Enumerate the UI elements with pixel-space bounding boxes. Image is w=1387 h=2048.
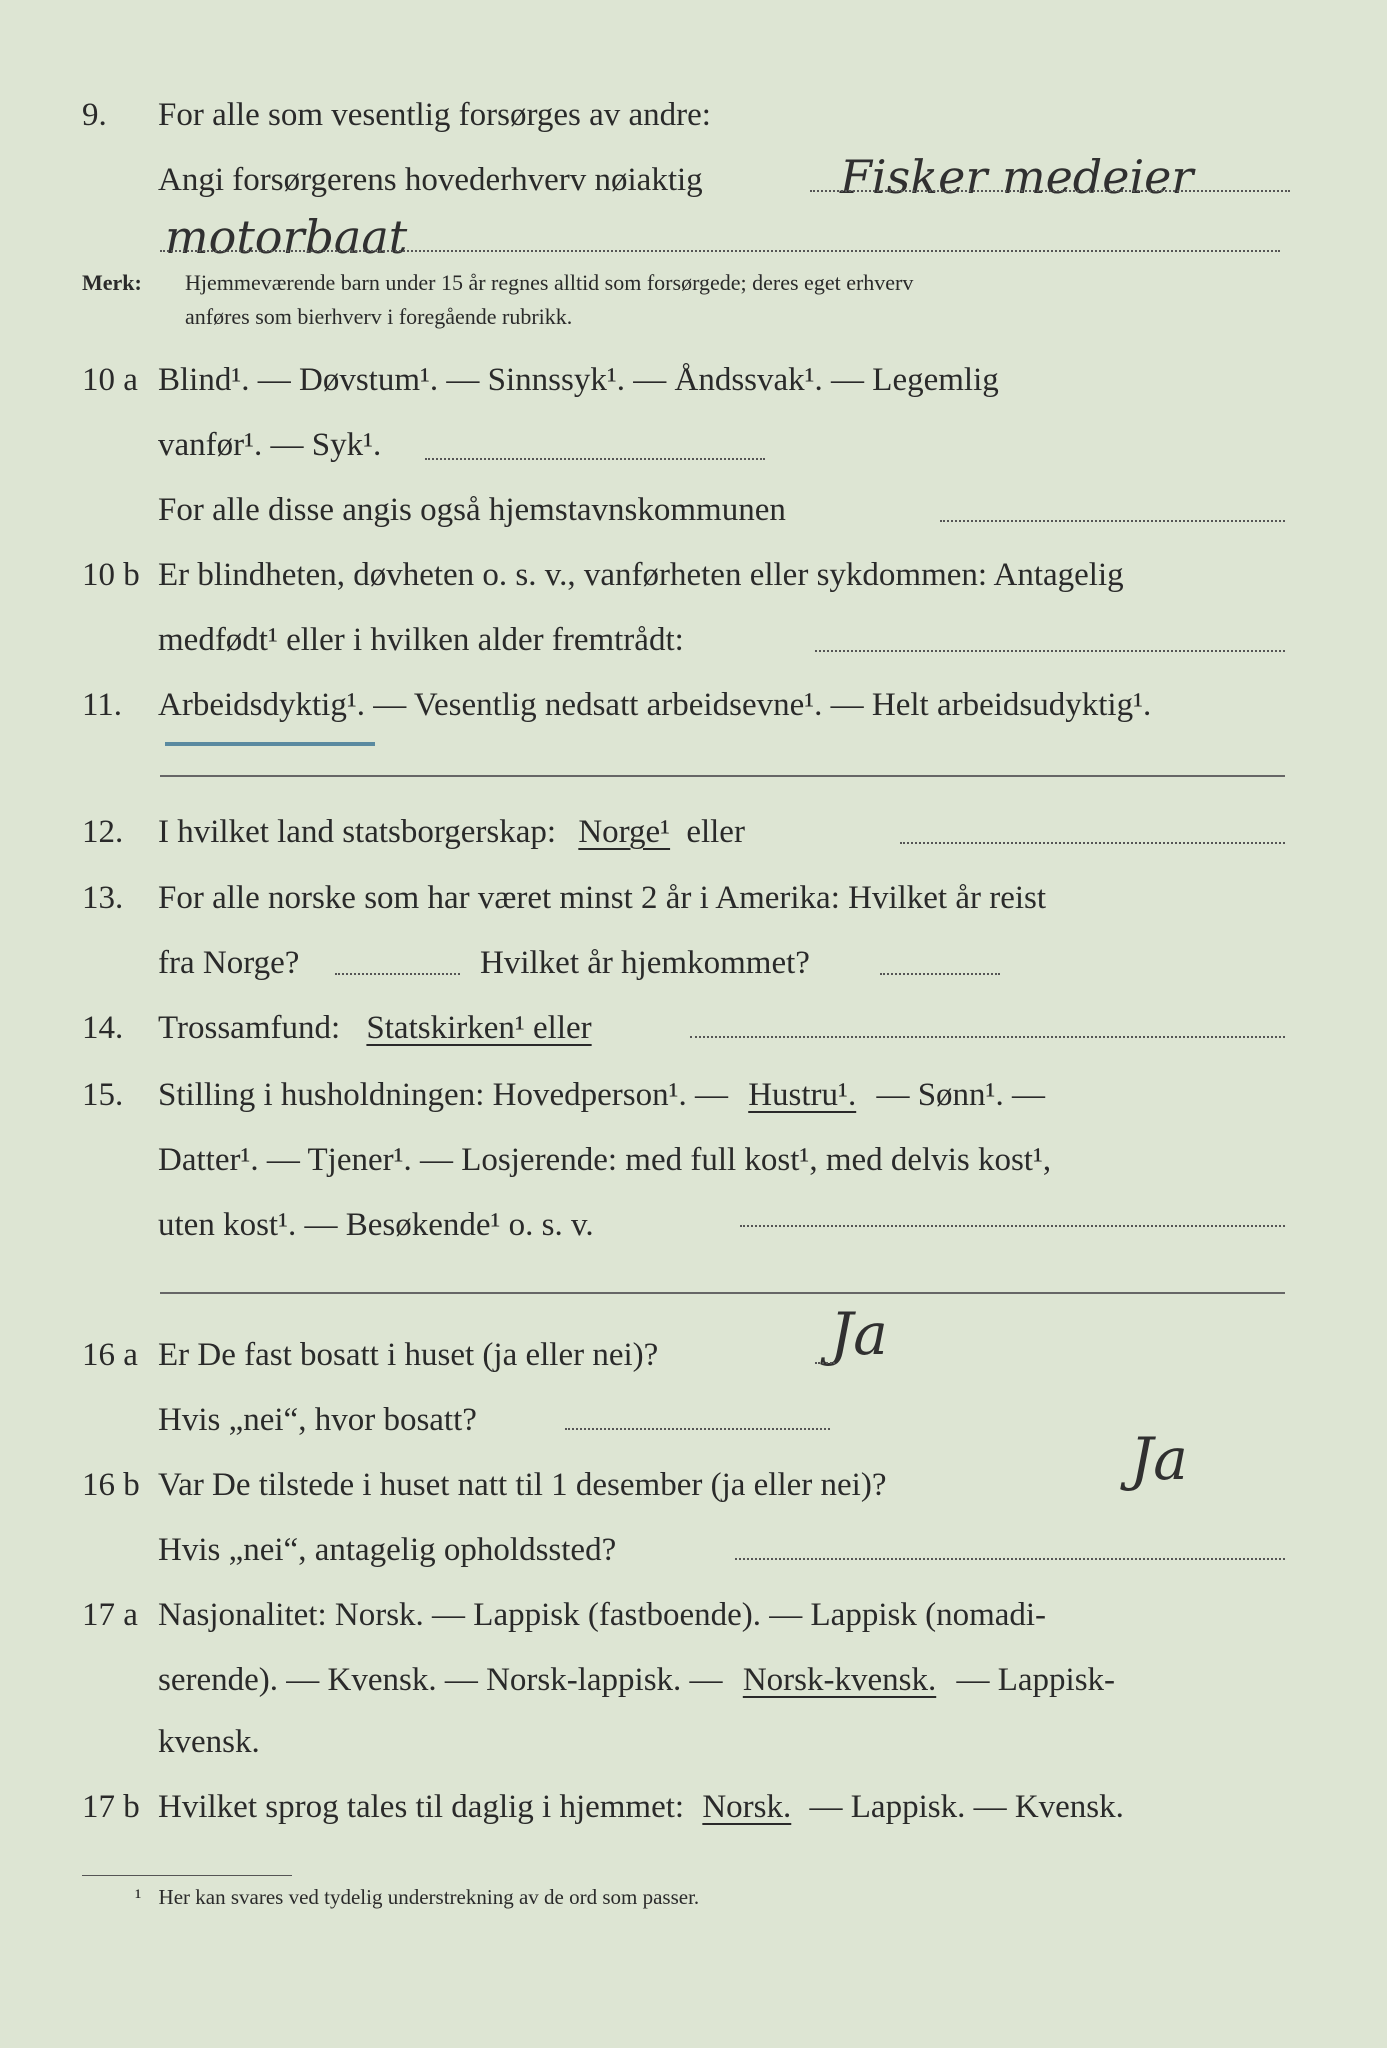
q17a-text3: kvensk.: [158, 1724, 260, 1760]
q12-number: 12.: [82, 814, 124, 850]
q17b-norsk-underlined: Norsk.: [702, 1789, 792, 1825]
q16a-text2: Hvis „nei“, hvor bosatt?: [158, 1402, 477, 1438]
q17a-norsk-kvensk-underlined: Norsk-kvensk.: [742, 1662, 937, 1698]
q12-text: I hvilket land statsborgerskap:: [158, 814, 557, 850]
q14-number: 14.: [82, 1010, 124, 1046]
q10b-answer-line: [815, 650, 1285, 652]
q16a-number: 16 a: [82, 1337, 138, 1373]
q16b-handwritten-answer: Ja: [1130, 1425, 1188, 1493]
q12-norge-underlined: Norge¹: [578, 814, 671, 850]
q10a-text2: vanfør¹. — Syk¹.: [158, 427, 382, 463]
q14-answer-line: [690, 1036, 1285, 1038]
q16a-handwritten-answer: Ja: [830, 1300, 888, 1368]
q13-year-left-line: [335, 973, 460, 975]
q13-number: 13.: [82, 880, 124, 916]
q10a-text3: For alle disse angis også hjemstavnskommunen: [158, 492, 786, 528]
q15-text1c: — Sønn¹. —: [876, 1077, 1045, 1113]
q13-text2b: Hvilket år hjemkommet?: [480, 945, 810, 981]
q9-text1: For alle som vesentlig forsørges av andre:: [158, 97, 711, 133]
q17a-text1: Nasjonalitet: Norsk. — Lappisk (fastboende). — Lappisk (nomadi-: [158, 1597, 1047, 1633]
q16b-text1: Var De tilstede i huset natt til 1 desember (ja eller nei)?: [158, 1467, 887, 1503]
footnote: [135, 1885, 699, 1910]
q10a-home-line: [940, 520, 1285, 522]
q11-blue-underline: [165, 742, 375, 746]
q17a-text2c: — Lappisk-: [956, 1662, 1116, 1698]
q11-text: Arbeidsdyktig¹. — Vesentlig nedsatt arbeidsevne¹. — Helt arbeidsudyktig¹.: [158, 687, 1152, 723]
q14-value-underlined: Statskirken¹ eller: [366, 1010, 592, 1046]
q15-text1a: Stilling i husholdningen: Hovedperson¹. —: [158, 1077, 728, 1113]
footnote-rule: [82, 1875, 292, 1876]
q15-hustru-underlined: Hustru¹.: [748, 1077, 857, 1113]
q17a-text2a: serende). — Kvensk. — Norsk-lappisk. —: [158, 1662, 723, 1698]
merk-text2: anføres som bierhverv i foregående rubrikk.: [185, 304, 573, 329]
q15-answer-line: [740, 1225, 1285, 1227]
footnote-text: Her kan svares ved tydelig understrekning av de ord som passer.: [158, 1885, 700, 1909]
q10b-text1: Er blindheten, døvheten o. s. v., vanførheten eller sykdommen: Antagelig: [158, 557, 1124, 593]
q16b-text2: Hvis „nei“, antagelig opholdssted?: [158, 1532, 617, 1568]
q15-text3: uten kost¹. — Besøkende¹ o. s. v.: [158, 1207, 594, 1243]
q9-handwritten-answer1: Fisker medeier: [840, 150, 1194, 204]
q13-text2a: fra Norge?: [158, 945, 300, 981]
q16b-number: 16 b: [82, 1467, 140, 1503]
q10a-number: 10 a: [82, 362, 138, 398]
q10b-number: 10 b: [82, 557, 140, 593]
q16b-location-line: [735, 1558, 1285, 1560]
q9-number: 9.: [82, 97, 107, 133]
merk-label: Merk:: [82, 270, 142, 295]
q15-number: 15.: [82, 1077, 124, 1113]
q17b-text1a: Hvilket sprog tales til daglig i hjemmet:: [158, 1789, 685, 1825]
q9-handwritten-answer2: motorbaat: [165, 210, 408, 264]
q10a-answer-line: [425, 458, 765, 460]
footnote-mark: ¹: [135, 1885, 142, 1909]
q15-text2: Datter¹. — Tjener¹. — Losjerende: med full kost¹, med delvis kost¹,: [158, 1142, 1052, 1178]
q12-eller: eller: [686, 814, 745, 850]
q16a-location-line: [565, 1428, 830, 1430]
q16a-text1: Er De fast bosatt i huset (ja eller nei)?: [158, 1337, 659, 1373]
merk-text1: Hjemmeværende barn under 15 år regnes alltid som forsørgede; deres eget erhverv: [185, 270, 914, 295]
q15-rule: [160, 1292, 1285, 1294]
q17b-text1c: — Lappisk. — Kvensk.: [809, 1789, 1124, 1825]
q9-text2: Angi forsørgerens hovederhverv nøiaktig: [158, 162, 703, 198]
q16a-answer-line: [815, 1362, 835, 1364]
q13-text1: For alle norske som har været minst 2 år i Amerika: Hvilket år reist: [158, 880, 1047, 916]
q9-answer-line2: [160, 250, 1280, 252]
q14-label: Trossamfund:: [158, 1010, 341, 1046]
q17a-number: 17 a: [82, 1597, 138, 1633]
q12-answer-line: [900, 842, 1285, 844]
q10a-text1: Blind¹. — Døvstum¹. — Sinnssyk¹. — Åndssvak¹. — Legemlig: [158, 362, 999, 398]
q11-number: 11.: [82, 687, 123, 723]
q10b-text2: medfødt¹ eller i hvilken alder fremtrådt:: [158, 622, 684, 658]
q9-answer-line1: [810, 190, 1290, 192]
q17b-number: 17 b: [82, 1789, 140, 1825]
q11-rule: [160, 775, 1285, 777]
q13-year-right-line: [880, 973, 1000, 975]
